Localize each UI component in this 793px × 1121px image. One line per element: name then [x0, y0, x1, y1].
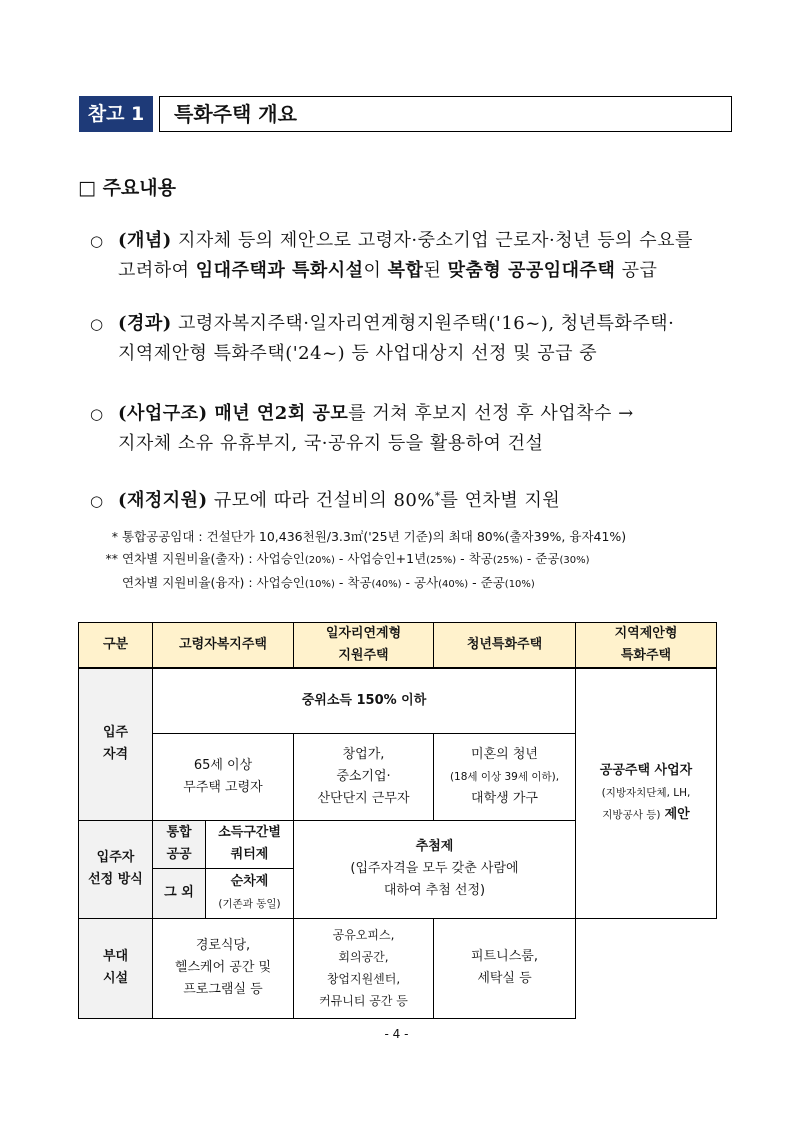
cell-text: 지방공사 등) [602, 809, 661, 822]
header-cell: 일자리연계형 지원주택 [294, 623, 434, 669]
bullet-line2: 지역제안형 특화주택('24~) 등 사업대상지 선정 및 공급 중 [118, 343, 598, 364]
cell-text: 제안 [664, 807, 690, 823]
row-label-selection: 입주자 선정 방식 [79, 820, 153, 918]
row-label-eligibility: 입주 자격 [79, 668, 153, 820]
header-cell: 지역제안형 특화주택 [576, 623, 717, 669]
footnote-pct: (25%) [426, 555, 457, 566]
bullet-text: 공급 [615, 260, 658, 281]
bullet-mark: ○ [90, 405, 104, 423]
bullet-text: 를 거쳐 후보지 선정 후 사업착수 → [348, 403, 634, 424]
others-cell: 그 외 [153, 868, 206, 918]
footnote-text: 연차별 지원비율(출자) : 사업승인 [122, 551, 305, 566]
footnote-text: - 공사 [401, 575, 439, 590]
bullet-structure [90, 399, 730, 459]
bullet-text: 이 [363, 260, 388, 281]
bullet-label: (사업구조) [118, 403, 208, 424]
footnote-pct: (10%) [504, 579, 535, 590]
reference-tag: 참고 1 [79, 96, 153, 132]
footnote-text: - 착공 [456, 551, 493, 566]
footnote-text: - 사업승인+1년 [334, 551, 427, 566]
eligibility-youth-cell [434, 733, 576, 820]
eligibility-elderly-cell: 65세 이상 무주택 고령자 [153, 733, 294, 820]
cell-text: (18세 이상 39세 이하), [449, 770, 560, 783]
footnotes [96, 526, 626, 596]
cell-text: (입주자격을 모두 갖춘 사람에 대하여 추첨 선정) [350, 861, 519, 898]
bullet-label: (경과) [118, 313, 172, 334]
cell-text: 추첨제 [415, 839, 454, 854]
income-criteria-cell: 중위소득 150% 이하 [153, 668, 576, 733]
cell-text: 대학생 가구 [471, 790, 538, 806]
integrated-public-cell: 통합 공공 [153, 820, 206, 868]
bullet-text: 를 연차별 지원 [440, 490, 561, 511]
cell-text: 미혼의 청년 [471, 746, 538, 762]
header-cell: 구분 [79, 623, 153, 669]
bullet-text: 된 [423, 260, 448, 281]
footnote-text: - 준공 [468, 575, 505, 590]
cell-text: (지방자치단체, LH, [601, 787, 691, 800]
lottery-cell [294, 820, 576, 918]
bullet-line2: 지자체 소유 유휴부지, 국·공유지 등을 활용하여 건설 [118, 433, 544, 454]
cell-text: (기존과 동일) [218, 898, 281, 910]
bullet-text: 규모에 따라 건설비의 80% [207, 490, 435, 511]
cell-text: 공공주택 사업자 [599, 763, 693, 779]
facilities-elderly-cell: 경로식당, 헬스케어 공간 및 프로그램실 등 [153, 918, 294, 1018]
footnote-pct: (40%) [371, 579, 402, 590]
footnote-text: 통합공공임대 : 건설단가 10,436천원/3.3㎡('25년 기준)의 최대 80%(출자39%, 융자41%) [122, 529, 627, 544]
facilities-youth-cell: 피트니스룸, 세탁실 등 [434, 918, 576, 1018]
bullet-emphasis: 임대주택과 특화시설 [195, 260, 364, 281]
footnote-pct: (25%) [492, 555, 523, 566]
footnote-mark: ** [105, 551, 118, 566]
sequential-cell [206, 868, 294, 918]
footnote-pct: (40%) [438, 579, 469, 590]
row-label-facilities: 부대 시설 [79, 918, 153, 1018]
facilities-job-cell: 공유오피스, 회의공간, 창업지원센터, 커뮤니티 공간 등 [294, 918, 434, 1018]
header-cell: 청년특화주택 [434, 623, 576, 669]
bullet-mark: ○ [90, 315, 104, 333]
bullet-mark: ○ [90, 492, 104, 510]
income-quota-cell: 소득구간별 쿼터제 [206, 820, 294, 868]
bullet-mark: ○ [90, 232, 104, 250]
bullet-label: (재정지원) [118, 490, 208, 511]
bullet-emphasis: 복합 [387, 260, 424, 281]
bullet-finance [90, 482, 730, 516]
footnote-pct: (30%) [559, 555, 590, 566]
page-number: - 4 - [384, 1027, 409, 1041]
eligibility-job-cell: 창업가, 중소기업· 산단단지 근무자 [294, 733, 434, 820]
cell-text: 순차제 [230, 874, 269, 889]
footnote-text: - 착공 [334, 575, 372, 590]
bullet-text: 고려하여 [118, 260, 196, 281]
bullet-label: (개념) [118, 230, 172, 251]
footnote-pct: (10%) [304, 579, 335, 590]
footnote [96, 548, 626, 572]
footnote-mark: * [111, 529, 118, 544]
footnote-mark: * [434, 491, 441, 502]
bullet-line2 [90, 256, 730, 286]
bullet-emphasis: 매년 연2회 공모 [207, 403, 349, 424]
bullet-emphasis: 맞춤형 공공임대주택 [447, 260, 616, 281]
bullet-concept [90, 226, 730, 286]
bullet-text: 지자체 등의 제안으로 고령자·중소기업 근로자·청년 등의 수요를 [171, 230, 693, 251]
header-cell: 고령자복지주택 [153, 623, 294, 669]
footnote-pct: (20%) [304, 555, 335, 566]
housing-overview-table [78, 622, 717, 1019]
bullet-history [90, 309, 730, 369]
bullet-text: 고령자복지주택·일자리연계형지원주택('16~), 청년특화주택· [171, 313, 675, 334]
section-heading: □ 주요내용 [78, 177, 176, 199]
page-title: 특화주택 개요 [159, 96, 732, 132]
footnote [96, 572, 626, 596]
regional-proposer-cell [576, 668, 717, 918]
footnote-text: - 준공 [522, 551, 560, 566]
footnote [96, 526, 626, 548]
footnote-text: 연차별 지원비율(융자) : 사업승인 [122, 575, 305, 590]
